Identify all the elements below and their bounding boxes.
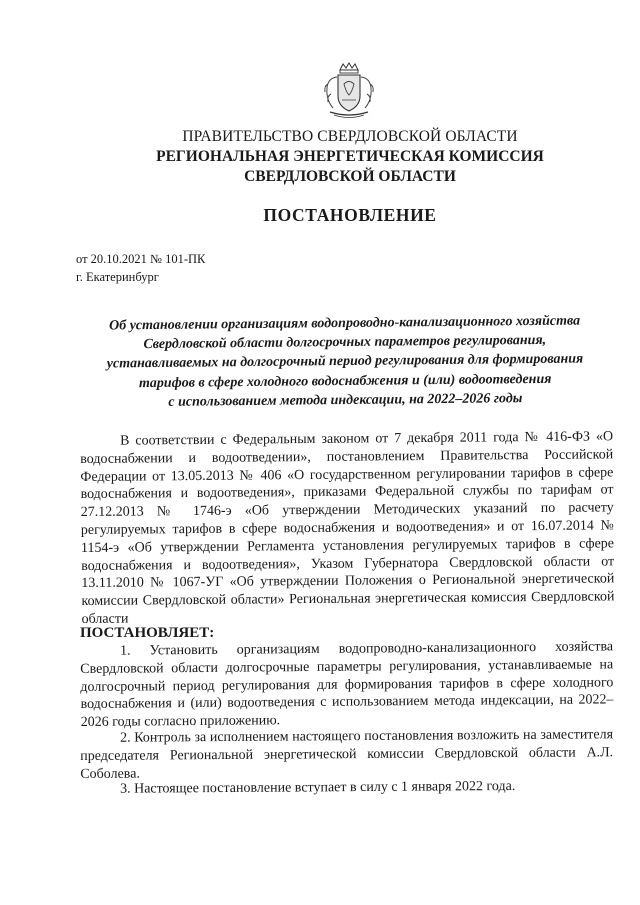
document-type-title: ПОСТАНОВЛЕНИЕ (263, 205, 437, 225)
subject-line: Свердловской области долгосрочных параметров регулирования, (143, 333, 547, 353)
document-city: г. Екатеринбург (76, 270, 159, 284)
preamble-paragraph: В соответствии с Федеральным законом от 7 декабря 2011 года № 416-ФЗ «О водоснабжении и водоотведении», постановлением Правительства Российской Федерации от 13.05.2013 № 406 «О государственном регулировании тарифов в сфере водоснабжения и водоотведения», приказами Федеральной службы по тарифам от 27.12.2013 № 1746-э «Об утверждении Методических указаний по расчету регулируемых тарифов в сфере водоснабжения и водоотведения» и от 16.07.2014 № 1154-э «Об утверждении Регламента установления регулируемых тарифов в сфере водоснабжения и водоотведения», Указом Губернатора Свердловской области от 13.11.2010 № 1067-УГ «Об утверждении Положения о Региональной энергетической комиссии Свердловской области» Региональная энергетическая комиссия Свердловской области (80, 429, 615, 627)
subject-line: тарифов в сфере холодного водоснабжения и (или) водоотведения (138, 371, 552, 391)
coat-of-arms-icon (322, 62, 376, 120)
subject-line: Об установлении организациям водопроводно-канализационного хозяйства (108, 313, 581, 334)
header-commission: РЕГИОНАЛЬНАЯ ЭНЕРГЕТИЧЕСКАЯ КОМИССИЯ (156, 148, 544, 165)
resolution-item-1: 1. Установить организациям водопроводно-канализационного хозяйства Свердловской области долгосрочные параметры регулирования, устанавливаемые на долгосрочный период регулирования для формирования тарифов в сфере холодного водоснабжения и (или) водоотведения с использованием метода индексации, на 2022–2026 годы согласно приложению. (80, 639, 614, 731)
resolution-item-3: 3. Настоящее постановление вступает в силу с 1 января 2022 года. (120, 778, 516, 797)
document-subject (80, 311, 611, 413)
document-date-number: от 20.10.2021 № 101-ПК (76, 252, 206, 266)
header-region: СВЕРДЛОВСКОЙ ОБЛАСТИ (244, 168, 456, 185)
subject-line: с использованием метода индексации, на 2022–2026 годы (168, 390, 523, 410)
header-government: ПРАВИТЕЛЬСТВО СВЕРДЛОВСКОЙ ОБЛАСТИ (182, 128, 518, 145)
resolves-heading: ПОСТАНОВЛЯЕТ: (80, 625, 215, 641)
subject-line: устанавливаемых на долгосрочный период регулирования для формирования (106, 351, 584, 372)
resolution-item-2: 2. Контроль за исполнением настоящего постановления возложить на заместителя председателя Региональной энергетической комиссии Свердловской области А.Л. Соболева. (80, 727, 614, 782)
